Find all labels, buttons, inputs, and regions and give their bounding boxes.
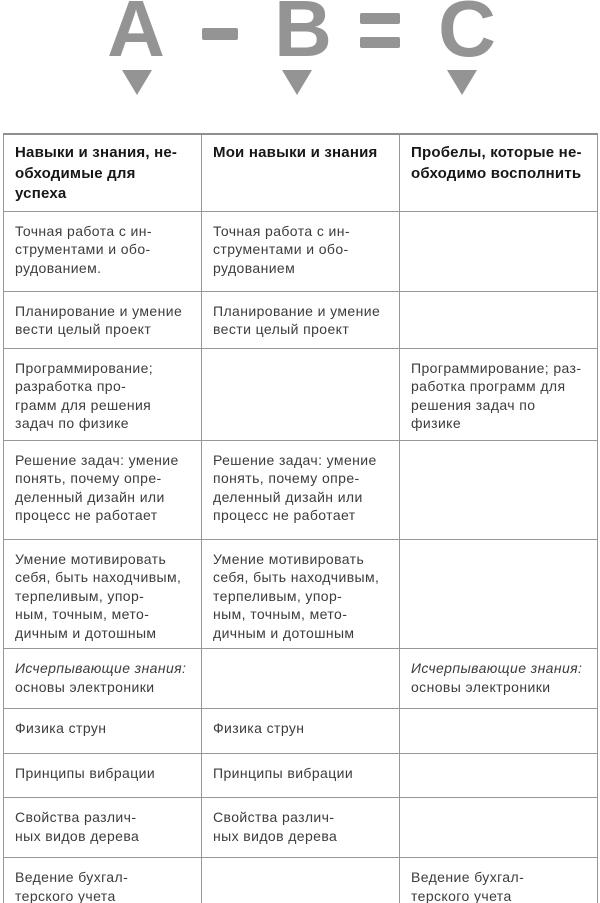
table-header-row: [4, 134, 598, 211]
table-header-cell: [4, 134, 202, 211]
table-cell: [4, 539, 202, 649]
table-cell: [4, 798, 202, 858]
table-row: [4, 440, 598, 539]
cell-line: Исчерпывающие знания:: [15, 660, 187, 676]
cell-line: терпеливым, упор-: [15, 587, 145, 604]
cell-line: рудованием: [213, 259, 296, 276]
cell-line: терского учета: [15, 887, 116, 903]
cell-line: Свойства различ-: [15, 809, 137, 825]
table-cell: [202, 539, 400, 649]
table-cell: [202, 798, 400, 858]
cell-line: Свойства различ-: [213, 809, 335, 825]
table-cell: [202, 709, 400, 754]
cell-line: Решение задач: умение: [213, 451, 377, 468]
arrow-down-icon: [282, 70, 312, 95]
table-header-cell: [400, 134, 598, 211]
cell-line: Точная работа с ин-: [213, 222, 350, 239]
formula-diagram: [0, 0, 600, 133]
cell-line: Точная работа с ин-: [15, 222, 152, 239]
table-cell: [400, 539, 598, 649]
table-cell: [4, 858, 202, 903]
cell-line: ных видов дерева: [15, 827, 140, 844]
cell-line: ным, точным, мето-: [15, 606, 150, 622]
formula-letter-b: B: [274, 0, 332, 73]
table-cell: [400, 211, 598, 291]
cell-line: основы электроники: [411, 678, 551, 695]
table-head: [4, 134, 598, 211]
cell-line: ным, точным, мето-: [213, 606, 348, 622]
cell-line: процесс не работает: [213, 507, 356, 523]
table-row: [4, 539, 598, 649]
cell-line: себя, быть находчивым,: [213, 569, 380, 585]
formula-letter-a: A: [107, 0, 165, 73]
cell-line: Физика струн: [213, 720, 305, 736]
table-row: [4, 211, 598, 291]
table-cell: [400, 754, 598, 798]
cell-line: решения задач по физике: [411, 396, 536, 431]
cell-line: струментами и обо-: [15, 241, 151, 257]
table-cell: [400, 798, 598, 858]
table-cell: [4, 348, 202, 440]
cell-line: струментами и обо-: [213, 241, 349, 257]
table-row: [4, 798, 598, 858]
table-cell: [400, 649, 598, 709]
cell-line: Умение мотивировать: [15, 550, 167, 567]
cell-line: Принципы вибрации: [213, 765, 354, 781]
skills-gap-table: [3, 133, 598, 903]
table-cell: [400, 440, 598, 539]
cell-line: понять, почему опре-: [213, 470, 360, 486]
cell-line: Решение задач: умение: [15, 451, 179, 468]
table-cell: [400, 709, 598, 754]
minus-sign: [202, 28, 238, 40]
cell-line: процесс не работает: [15, 507, 158, 523]
equals-bar-top: [360, 13, 400, 24]
cell-line: основы электроники: [15, 678, 155, 695]
cell-line: Исчерпывающие знания:: [411, 660, 583, 676]
arrow-down-icon: [447, 70, 477, 95]
cell-line: терского учета: [411, 887, 512, 903]
cell-line: вести целый проект: [213, 321, 350, 337]
table-cell: [4, 709, 202, 754]
cell-line: работка программ для: [411, 378, 566, 394]
table-row: [4, 754, 598, 798]
equals-sign: [360, 13, 400, 48]
table-body: [4, 211, 598, 903]
table-cell: [4, 649, 202, 709]
cell-line: Программирование; раз-: [411, 359, 582, 376]
cell-line: Навыки и знания, не-: [15, 144, 178, 161]
cell-line: понять, почему опре-: [15, 470, 162, 486]
cell-line: Мои навыки и знания: [213, 144, 378, 161]
cell-line: дичным и дотошным: [15, 624, 157, 641]
cell-line: деленный дизайн или: [213, 488, 363, 505]
table-row: [4, 348, 598, 440]
table-cell: [400, 348, 598, 440]
table-cell: [400, 291, 598, 348]
table-header-cell: [202, 134, 400, 211]
cell-line: обходимые для успеха: [15, 164, 136, 202]
cell-line: рудованием.: [15, 259, 102, 276]
cell-line: Ведение бухгал-: [15, 869, 129, 885]
table-cell: [202, 211, 400, 291]
table-cell: [202, 754, 400, 798]
table-cell: [202, 348, 400, 440]
formula-letter-c: C: [438, 0, 496, 73]
cell-line: Планирование и умение: [15, 302, 183, 319]
cell-line: Пробелы, которые не-: [411, 144, 582, 161]
cell-line: грамм для решения: [15, 396, 152, 413]
equals-bar-bottom: [360, 37, 400, 48]
cell-line: Планирование и умение: [213, 302, 381, 319]
table-row: [4, 649, 598, 709]
cell-line: терпеливым, упор-: [213, 587, 343, 604]
cell-line: вести целый проект: [15, 321, 152, 337]
cell-line: обходимо восполнить: [411, 164, 582, 182]
cell-line: Ведение бухгал-: [411, 869, 525, 885]
cell-line: Программирование;: [15, 359, 154, 376]
table-cell: [202, 291, 400, 348]
cell-line: дичным и дотошным: [213, 624, 355, 641]
table-cell: [4, 754, 202, 798]
table-row: [4, 709, 598, 754]
table-cell: [400, 858, 598, 903]
table-cell: [4, 211, 202, 291]
table-row: [4, 858, 598, 903]
cell-line: себя, быть находчивым,: [15, 569, 182, 585]
cell-line: разработка про-: [15, 378, 127, 394]
table-cell: [4, 291, 202, 348]
table-cell: [202, 858, 400, 903]
table-cell: [202, 649, 400, 709]
cell-line: деленный дизайн или: [15, 488, 165, 505]
cell-line: Физика струн: [15, 720, 107, 736]
cell-line: ных видов дерева: [213, 827, 338, 844]
table-cell: [202, 440, 400, 539]
cell-line: Принципы вибрации: [15, 765, 156, 781]
table-cell: [4, 440, 202, 539]
cell-line: задач по физике: [15, 415, 129, 431]
cell-line: Умение мотивировать: [213, 550, 365, 567]
table-row: [4, 291, 598, 348]
arrow-down-icon: [122, 70, 152, 95]
